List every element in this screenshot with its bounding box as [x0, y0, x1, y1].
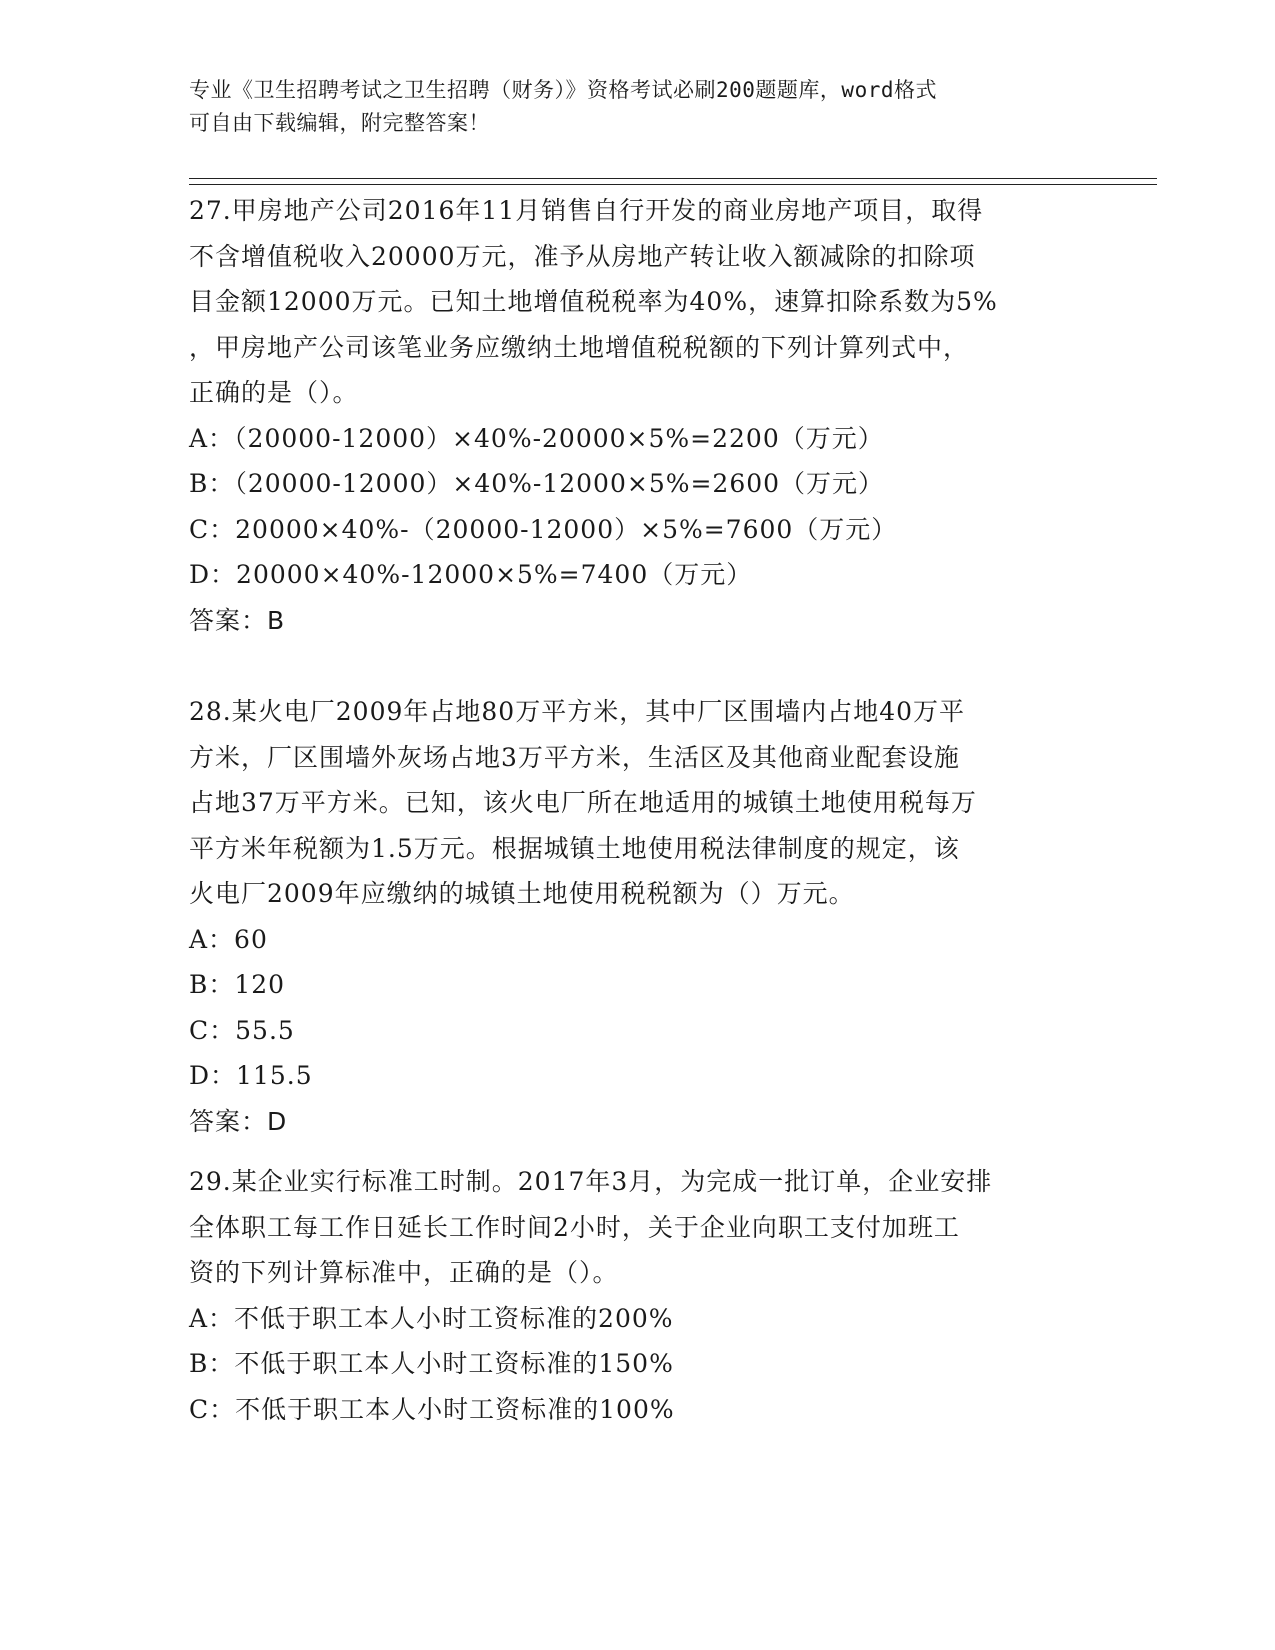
option-d: D：20000×40%-12000×5%=7400（万元）: [189, 560, 753, 589]
option-b: B：不低于职工本人小时工资标准的150%: [189, 1349, 674, 1378]
option-c: C：55.5: [189, 1015, 295, 1045]
question-stem: [189, 1159, 1089, 1296]
stem-line: 29.某企业实行标准工时制。2017年3月，为完成一批订单，企业安排: [189, 1167, 993, 1196]
answer-label: 答案：B: [189, 605, 286, 635]
option-b: B：120: [189, 970, 286, 999]
stem-line: 27.甲房地产公司2016年11月销售自行开发的商业房地产项目，取得: [189, 196, 984, 225]
option-c: C：不低于职工本人小时工资标准的100%: [189, 1394, 675, 1424]
option-d: D：115.5: [189, 1061, 313, 1090]
option-b: B：（20000-12000）×40%-12000×5%=2600（万元）: [189, 469, 885, 498]
question-27: [189, 188, 1089, 643]
question-stem: [189, 689, 1089, 917]
stem-line: 占地37万平方米。已知，该火电厂所在地适用的城镇土地使用税每万: [189, 788, 977, 817]
stem-line: 资的下列计算标准中，正确的是（）。: [189, 1258, 619, 1287]
answer-label: 答案：D: [189, 1106, 288, 1136]
header-line: 可自由下载编辑，附完整答案！: [189, 111, 490, 135]
question-29: [189, 1159, 1089, 1432]
stem-line: 全体职工每工作日延长工作时间2小时，关于企业向职工支付加班工: [189, 1212, 960, 1242]
stem-line: ，甲房地产公司该笔业务应缴纳土地增值税税额的下列计算列式中，: [189, 332, 970, 362]
option-list: [189, 416, 1089, 598]
option-list: [189, 1296, 1089, 1433]
header-divider-bottom: [189, 184, 1157, 185]
option-list: [189, 917, 1089, 1099]
stem-line: 火电厂2009年应缴纳的城镇土地使用税税额为（）万元。: [189, 879, 855, 908]
stem-line: 不含增值税收入20000万元，准予从房地产转让收入额减除的扣除项: [189, 241, 976, 271]
stem-line: 28.某火电厂2009年占地80万平方米，其中厂区围墙内占地40万平: [189, 697, 966, 726]
stem-line: 平方米年税额为1.5万元。根据城镇土地使用税法律制度的规定，该: [189, 833, 960, 863]
document-header: [189, 74, 1089, 140]
stem-line: 目金额12000万元。已知土地增值税税率为40%，速算扣除系数为5%: [189, 287, 998, 316]
header-line: 专业《卫生招聘考试之卫生招聘（财务）》资格考试必刷200题题库，word格式: [189, 78, 937, 102]
option-a: A：不低于职工本人小时工资标准的200%: [189, 1303, 674, 1333]
option-c: C：20000×40%-（20000-12000）×5%=7600（万元）: [189, 514, 898, 544]
stem-line: 正确的是（）。: [189, 378, 359, 407]
question-stem: [189, 188, 1089, 416]
stem-line: 方米，厂区围墙外灰场占地3万平方米，生活区及其他商业配套设施: [189, 742, 960, 772]
option-a: A：60: [189, 924, 268, 954]
question-28: [189, 689, 1089, 1144]
header-divider-top: [189, 178, 1157, 179]
option-a: A：（20000-12000）×40%-20000×5%=2200（万元）: [189, 423, 884, 453]
